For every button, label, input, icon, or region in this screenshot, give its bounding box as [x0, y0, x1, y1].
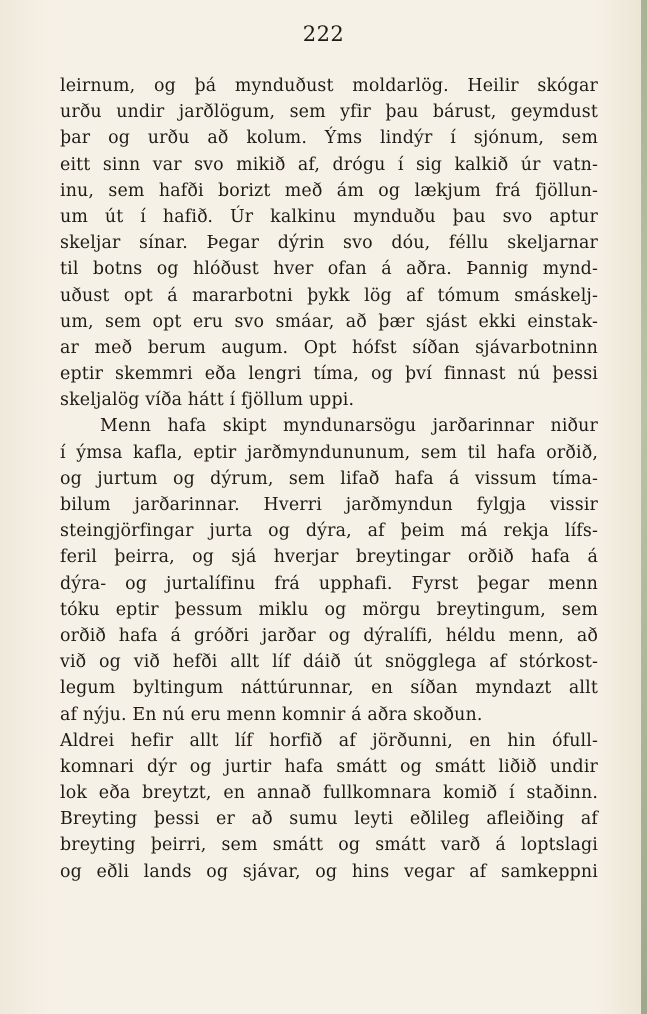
text-line: í ýmsa kafla, eptir jarðmyndununum, sem til hafa orðið, — [60, 442, 598, 463]
text-line: um, sem opt eru svo smáar, að þær sjást ekki einstak- — [60, 311, 598, 332]
text-line: eitt sinn var svo mikið af, drógu í sig kalkið úr vatn- — [60, 154, 598, 175]
text-line: leirnum, og þá mynduðust moldarlög. Heilir skógar — [60, 76, 598, 96]
text-line: skeljar sínar. Þegar dýrin svo dóu, féllu skeljarnar — [60, 233, 598, 254]
text-line: ar með berum augum. Opt hófst síðan sjávarbotninn — [60, 337, 598, 358]
text-line: steingjörfingar jurta og dýra, af þeim má rekja lífs- — [60, 521, 598, 542]
text-line: af nýju. En nú eru menn komnir á aðra skoðun. — [60, 704, 483, 725]
text-line: uðust opt á mararbotni þykk lög af tómum smáskelj- — [60, 285, 598, 306]
text-line: inu, sem hafði borizt með ám og lækjum frá fjöllun- — [60, 180, 598, 201]
text-line: legum byltingum náttúrunnar, en síðan myndazt allt — [60, 678, 598, 699]
text-line: þar og urðu að kolum. Ýms lindýr í sjónum, sem — [60, 128, 598, 149]
text-line: lok eða breytzt, en annað fullkomnara komið í staðinn. — [60, 783, 598, 804]
text-line: Breyting þessi er að sumu leyti eðlileg afleiðing af — [60, 809, 598, 830]
text-line: um út í hafið. Úr kalkinu mynduðu þau svo aptur — [60, 206, 598, 227]
text-line: og eðli lands og sjávar, og hins vegar af samkeppni — [60, 861, 598, 882]
text-line: komnari dýr og jurtir hafa smátt og smátt liðið undir — [60, 756, 598, 777]
text-line: Aldrei hefir allt líf horfið af jörðunni, en hin ófull- — [60, 730, 598, 751]
text-line: orðið hafa á gróðri jarðar og dýralífi, héldu menn, að — [60, 625, 598, 646]
text-line: eptir skemmri eða lengri tíma, og því finnast nú þessi — [60, 364, 598, 385]
text-line: við og við hefði allt líf dáið út snögglega af stórkost- — [60, 652, 598, 673]
text-line: Menn hafa skipt myndunarsögu jarðarinnar niður — [100, 416, 598, 437]
text-line: feril þeirra, og sjá hverjar breytingar orðið hafa á — [60, 547, 598, 568]
text-line: til botns og hlóðust hver ofan á aðra. Þannig mynd- — [60, 259, 598, 280]
page-number: 222 — [302, 22, 345, 46]
text-line: bilum jarðarinnar. Hverri jarðmyndun fylgja vissir — [60, 495, 598, 515]
text-line: dýra- og jurtalífinu frá upphafi. Fyrst þegar menn — [60, 573, 598, 594]
text-line: tóku eptir þessum miklu og mörgu breytingum, sem — [60, 599, 598, 620]
page-edge — [641, 0, 647, 1014]
text-line: skeljalög víða hátt í fjöllum uppi. — [60, 390, 355, 411]
text-line: urðu undir jarðlögum, sem yfir þau bárust, geymdust — [60, 102, 598, 123]
body-text — [60, 73, 598, 885]
text-line: breyting þeirri, sem smátt og smátt varð á loptslagi — [60, 835, 598, 856]
text-line: og jurtum og dýrum, sem lifað hafa á vissum tíma- — [60, 468, 598, 489]
